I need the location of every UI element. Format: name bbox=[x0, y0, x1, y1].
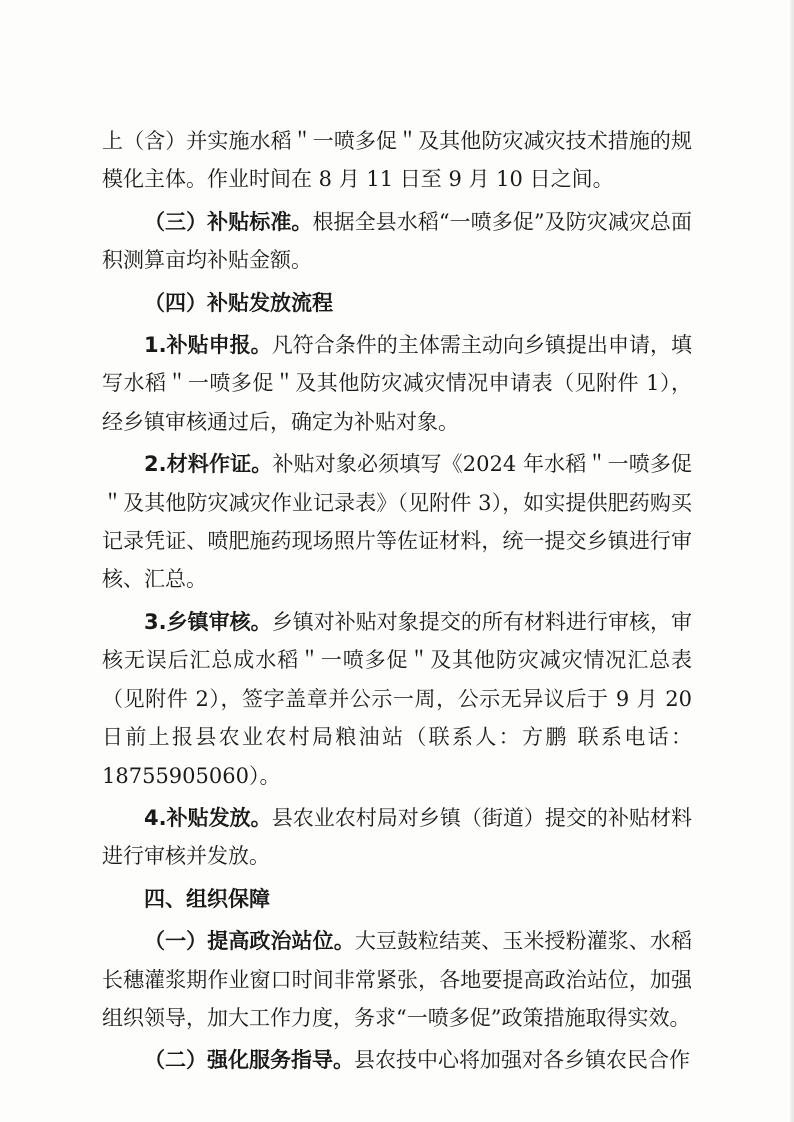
paragraph-heading: （一）提高政治站位。 bbox=[144, 929, 355, 954]
paragraph-text: 凡符合条件的主体需主动向乡镇提出申请，填写水稻＂一喷多促＂及其他防灾减灾情况申请表（见附件 1），经乡镇审核通过后，确定为补贴对象。 bbox=[102, 333, 692, 434]
paragraph-step-1 bbox=[102, 326, 692, 441]
paragraph-text: 县农技中心将加强对各乡镇农民合作 bbox=[354, 1048, 690, 1073]
paragraph-text: 乡镇对补贴对象提交的所有材料进行审核，审核无误后汇总成水稻＂一喷多促＂及其他防灾减灾情况汇总表（见附件 2），签字盖章并公示一周，公示无异议后于 9 月 20 日前上报县农业农村局粮油站（联系人：方鹏 联系电话：18755905060）。 bbox=[102, 609, 692, 788]
document-body bbox=[102, 122, 692, 1080]
paragraph-political-stance bbox=[102, 922, 692, 1037]
paragraph-text: 县农业农村局对乡镇（街道）提交的补贴材料进行审核并发放。 bbox=[102, 805, 692, 869]
paragraph-service-guidance bbox=[102, 1041, 692, 1079]
paragraph-heading: 四、组织保障 bbox=[144, 886, 270, 911]
paragraph-text: 上（含）并实施水稻＂一喷多促＂及其他防灾减灾技术措施的规模化主体。作业时间在 8 月 11 日至 9 月 10 日之间。 bbox=[102, 129, 692, 192]
paragraph-text: 根据全县水稻“一喷多促”及防灾减灾总面积测算亩均补贴金额。 bbox=[102, 209, 692, 273]
scan-edge bbox=[790, 0, 794, 1122]
paragraph-heading: （四）补贴发放流程 bbox=[144, 290, 333, 315]
section-heading-organization bbox=[102, 880, 692, 918]
paragraph-text: 补贴对象必须填写《2024 年水稻＂一喷多促＂及其他防灾减灾作业记录表》（见附件 3），如实提供肥药购买记录凭证、喷肥施药现场照片等佐证材料，统一提交乡镇进行审核、汇总。 bbox=[102, 452, 692, 592]
paragraph-step-2 bbox=[102, 445, 692, 599]
paragraph-heading: 1.补贴申报。 bbox=[144, 333, 272, 358]
paragraph-step-4 bbox=[102, 799, 692, 876]
paragraph-heading: 4.补贴发放。 bbox=[144, 805, 272, 830]
paragraph-heading: （三）补贴标准。 bbox=[144, 209, 313, 234]
section-heading-process bbox=[102, 284, 692, 322]
paragraph-1 bbox=[102, 122, 692, 199]
paragraph-heading: （二）强化服务指导。 bbox=[144, 1048, 354, 1073]
paragraph-subsidy-standard bbox=[102, 203, 692, 280]
paragraph-heading: 3.乡镇审核。 bbox=[144, 609, 272, 634]
paragraph-text: 大豆鼓粒结荚、玉米授粉灌浆、水稻长穗灌浆期作业窗口时间非常紧张，各地要提高政治站位，加强组织领导，加大工作力度，务求“一喷多促”政策措施取得实效。 bbox=[102, 929, 693, 1030]
paragraph-step-3 bbox=[102, 603, 692, 795]
paragraph-heading: 2.材料作证。 bbox=[144, 452, 273, 477]
